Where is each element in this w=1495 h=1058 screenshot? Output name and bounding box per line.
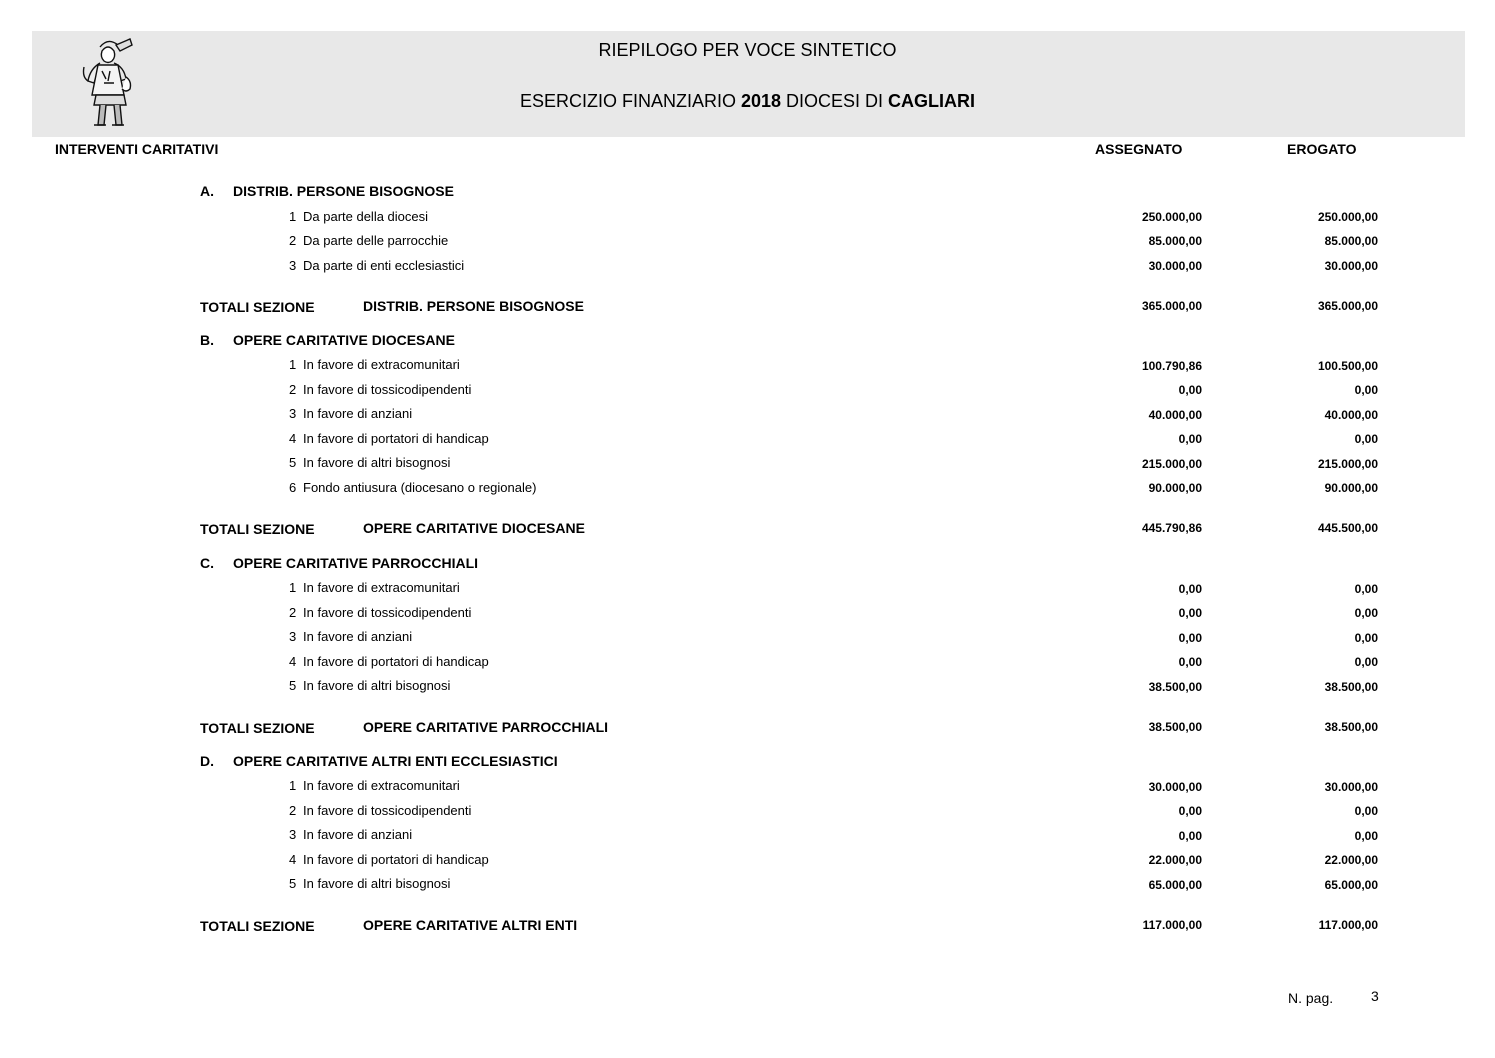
disbursed-value: 85.000,00 bbox=[1324, 234, 1378, 248]
list-item: 2 In favore di tossicodipendenti bbox=[289, 605, 472, 620]
disbursed-value: 0,00 bbox=[1354, 606, 1378, 620]
disbursed-value: 0,00 bbox=[1354, 383, 1378, 397]
disbursed-value: 90.000,00 bbox=[1324, 481, 1378, 495]
assigned-value: 0,00 bbox=[1178, 829, 1202, 843]
disbursed-value: 22.000,00 bbox=[1324, 853, 1378, 867]
list-item: 2 In favore di tossicodipendenti bbox=[289, 803, 472, 818]
column-header-assigned: ASSEGNATO bbox=[1095, 141, 1183, 157]
list-item: 6 Fondo antiusura (diocesano o regionale) bbox=[289, 480, 537, 495]
column-header-disbursed: EROGATO bbox=[1287, 141, 1357, 157]
disbursed-value: 0,00 bbox=[1354, 655, 1378, 669]
list-item: 1 In favore di extracomunitari bbox=[289, 580, 460, 595]
list-item: 4 In favore di portatori di handicap bbox=[289, 852, 489, 867]
disbursed-value: 30.000,00 bbox=[1324, 780, 1378, 794]
assigned-value: 90.000,00 bbox=[1148, 481, 1202, 495]
section-title-c: C. OPERE CARITATIVE PARROCCHIALI bbox=[200, 555, 479, 571]
disbursed-value: 30.000,00 bbox=[1324, 259, 1378, 273]
section-total-name: DISTRIB. PERSONE BISOGNOSE bbox=[363, 298, 584, 314]
total-assigned-value: 365.000,00 bbox=[1141, 299, 1202, 313]
fiscal-year: 2018 bbox=[740, 91, 782, 111]
assigned-value: 85.000,00 bbox=[1148, 234, 1202, 248]
list-item: 5 In favore di altri bisognosi bbox=[289, 455, 451, 470]
list-item: 4 In favore di portatori di handicap bbox=[289, 431, 489, 446]
assigned-value: 65.000,00 bbox=[1148, 878, 1202, 892]
assigned-value: 30.000,00 bbox=[1148, 259, 1202, 273]
total-assigned-value: 445.790,86 bbox=[1141, 521, 1202, 535]
page-number: 3 bbox=[1371, 988, 1379, 1004]
disbursed-value: 0,00 bbox=[1354, 829, 1378, 843]
assigned-value: 0,00 bbox=[1178, 655, 1202, 669]
assigned-value: 0,00 bbox=[1178, 432, 1202, 446]
disbursed-value: 0,00 bbox=[1354, 804, 1378, 818]
section-total-name: OPERE CARITATIVE ALTRI ENTI bbox=[363, 917, 578, 933]
list-item: 1 In favore di extracomunitari bbox=[289, 778, 460, 793]
section-title-b: B. OPERE CARITATIVE DIOCESANE bbox=[200, 332, 455, 348]
column-header-section: INTERVENTI CARITATIVI bbox=[55, 141, 219, 157]
section-title-a: A. DISTRIB. PERSONE BISOGNOSE bbox=[200, 183, 454, 199]
page-label: N. pag. bbox=[1288, 990, 1334, 1006]
total-disbursed-value: 38.500,00 bbox=[1324, 720, 1378, 734]
total-assigned-value: 38.500,00 bbox=[1148, 720, 1202, 734]
list-item: 3 In favore di anziani bbox=[289, 827, 413, 842]
section-total-name: OPERE CARITATIVE PARROCCHIALI bbox=[363, 719, 609, 735]
assigned-value: 0,00 bbox=[1178, 582, 1202, 596]
total-disbursed-value: 117.000,00 bbox=[1318, 918, 1378, 932]
disbursed-value: 0,00 bbox=[1354, 631, 1378, 645]
assigned-value: 22.000,00 bbox=[1148, 853, 1202, 867]
total-assigned-value: 117.000,00 bbox=[1142, 918, 1202, 932]
diocese-name: CAGLIARI bbox=[888, 91, 976, 111]
list-item: 3 In favore di anziani bbox=[289, 406, 413, 421]
assigned-value: 0,00 bbox=[1178, 631, 1202, 645]
list-item: 3 In favore di anziani bbox=[289, 629, 413, 644]
disbursed-value: 0,00 bbox=[1354, 432, 1378, 446]
list-item: 1 Da parte della diocesi bbox=[289, 209, 429, 224]
assigned-value: 38.500,00 bbox=[1148, 680, 1202, 694]
assigned-value: 40.000,00 bbox=[1148, 408, 1202, 422]
report-title: RIEPILOGO PER VOCE SINTETICO bbox=[598, 40, 897, 60]
disbursed-value: 215.000,00 bbox=[1317, 457, 1378, 471]
section-total-label: TOTALI SEZIONE bbox=[200, 521, 315, 537]
list-item: 1 In favore di extracomunitari bbox=[289, 357, 460, 372]
disbursed-value: 100.500,00 bbox=[1317, 359, 1378, 373]
assigned-value: 250.000,00 bbox=[1141, 210, 1202, 224]
list-item: 2 In favore di tossicodipendenti bbox=[289, 382, 472, 397]
section-total-label: TOTALI SEZIONE bbox=[200, 918, 315, 934]
list-item: 5 In favore di altri bisognosi bbox=[289, 876, 451, 891]
list-item: 2 Da parte delle parrocchie bbox=[289, 233, 449, 248]
disbursed-value: 0,00 bbox=[1354, 582, 1378, 596]
list-item: 5 In favore di altri bisognosi bbox=[289, 678, 451, 693]
list-item: 4 In favore di portatori di handicap bbox=[289, 654, 489, 669]
assigned-value: 0,00 bbox=[1178, 606, 1202, 620]
section-total-name: OPERE CARITATIVE DIOCESANE bbox=[363, 520, 585, 536]
section-title-d: D. OPERE CARITATIVE ALTRI ENTI ECCLESIASTICI bbox=[200, 753, 558, 769]
disbursed-value: 38.500,00 bbox=[1324, 680, 1378, 694]
assigned-value: 0,00 bbox=[1178, 383, 1202, 397]
assigned-value: 0,00 bbox=[1178, 804, 1202, 818]
section-total-label: TOTALI SEZIONE bbox=[200, 720, 315, 736]
assigned-value: 30.000,00 bbox=[1148, 780, 1202, 794]
assigned-value: 100.790,86 bbox=[1141, 359, 1202, 373]
total-disbursed-value: 445.500,00 bbox=[1317, 521, 1378, 535]
report-subtitle: ESERCIZIO FINANZIARIO 2018 DIOCESI DI CAGLIARI bbox=[519, 91, 976, 111]
disbursed-value: 65.000,00 bbox=[1324, 878, 1378, 892]
disbursed-value: 40.000,00 bbox=[1324, 408, 1378, 422]
disbursed-value: 250.000,00 bbox=[1317, 210, 1378, 224]
assigned-value: 215.000,00 bbox=[1141, 457, 1202, 471]
section-total-label: TOTALI SEZIONE bbox=[200, 299, 315, 315]
total-disbursed-value: 365.000,00 bbox=[1317, 299, 1378, 313]
list-item: 3 Da parte di enti ecclesiastici bbox=[289, 258, 465, 273]
